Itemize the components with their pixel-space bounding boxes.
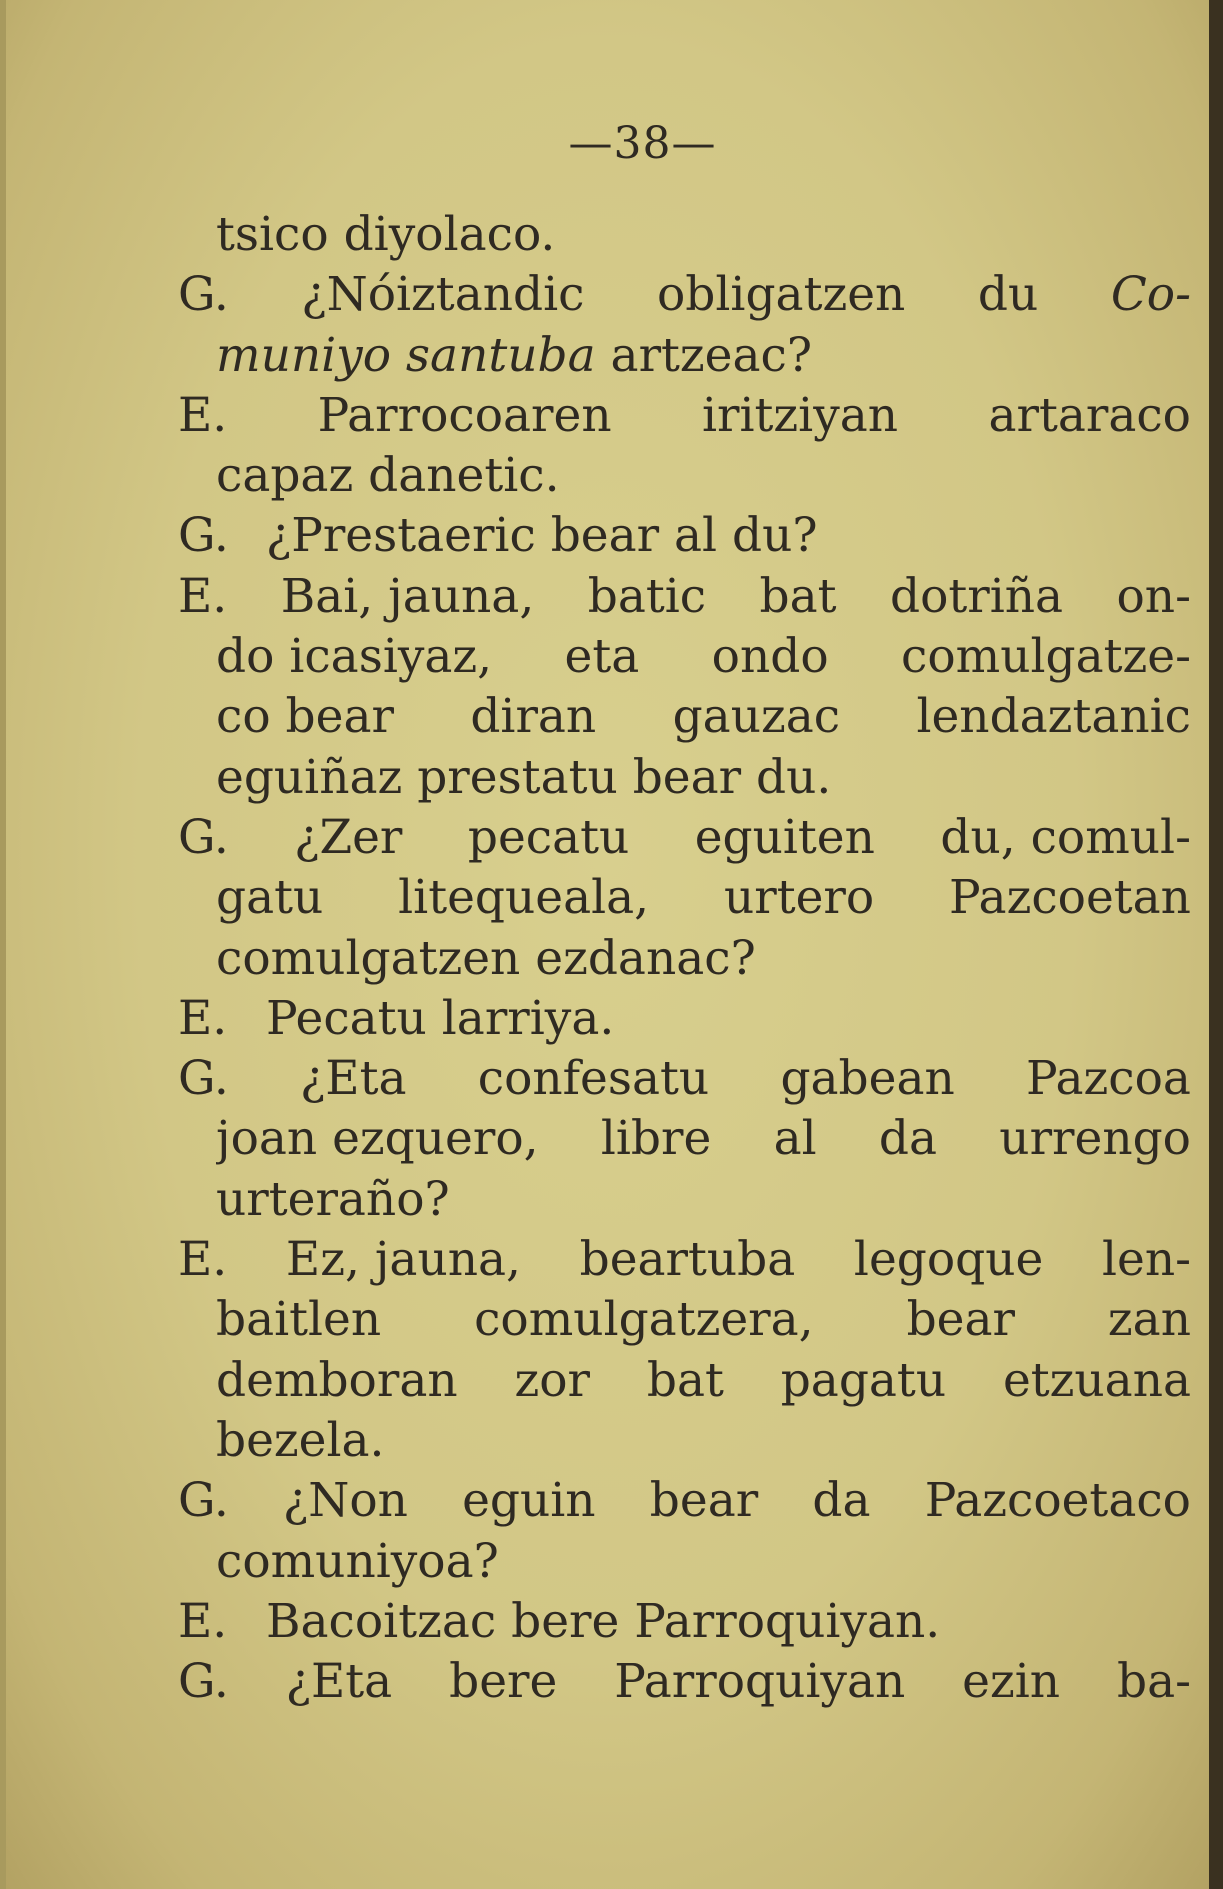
text-line [216,868,1191,928]
text-span: lendaztanic [916,689,1191,745]
text-span: demboran [216,1352,458,1408]
text-span: comulgatzera, [474,1292,814,1348]
text-span: ¿Non [283,1473,408,1529]
text-span: Parroquiyan [614,1654,906,1710]
text-span: bat [759,568,837,624]
text-line [216,1532,1191,1592]
text-span: pagatu [780,1352,947,1408]
text-span: gabean [780,1051,955,1107]
text-span: gauzac [672,689,841,745]
text-line [178,265,1191,325]
text-span: libre [600,1111,712,1167]
text-line [178,1592,1191,1652]
text-span: gatu [216,870,324,926]
text-span: eguin [462,1473,596,1529]
text-span: batic [587,568,707,624]
text-line [216,929,1191,989]
text-line [178,386,1191,446]
text-line [178,1230,1191,1290]
text-span: comulgatzen ezdanac? [216,930,756,986]
text-span: ¿Eta [285,1654,393,1710]
text-line [178,1471,1191,1531]
text-span: tsico diyolaco. [216,207,556,262]
text-span: ¿Nóiztandic [301,267,585,323]
text-line [216,1411,1191,1471]
text-line [216,205,1191,265]
text-span: comulgatze- [901,629,1191,685]
text-span: ba- [1117,1654,1191,1710]
text-span: co bear [216,689,394,745]
text-line [178,567,1191,627]
text-span: Co- [1110,267,1191,323]
text-span: Bai, jauna, [280,568,535,624]
text-span: legoque [853,1232,1044,1288]
text-span: al [773,1111,817,1167]
text-span: ¿Zer [294,809,403,865]
speaker-label: G. [178,809,229,865]
text-span: du [977,267,1039,323]
text-span: ¿Eta [300,1051,407,1107]
text-span: Pazcoetan [949,870,1191,926]
text-span: zan [1107,1292,1191,1348]
speaker-label: G. [178,1473,229,1529]
text-span: pecatu [467,809,630,865]
text-line [216,687,1191,747]
text-span: eta [564,629,640,685]
text-span: Pazcoetaco [924,1473,1191,1529]
text-line [178,1652,1191,1712]
text-line [178,506,1191,566]
speaker-label: G. [178,1051,229,1107]
catechism-text [178,205,1191,1712]
text-span: artaraco [988,387,1191,443]
speaker-label: E. [178,1232,228,1288]
text-span: joan ezquero, [216,1111,539,1167]
italic-span: muniyo santuba [216,327,596,383]
text-span: bat [646,1352,724,1408]
text-span: obligatzen [657,267,906,323]
text-span: bear [906,1292,1015,1348]
text-span: on- [1116,568,1191,624]
speaker-label: E. [178,1593,228,1649]
text-span: comuniyoa? [216,1533,499,1589]
text-span: bear [649,1473,759,1529]
text-span: litequeala, [398,870,650,926]
speaker-label: G. [178,508,229,564]
text-span: eguiten [694,809,875,865]
text-line [178,1049,1191,1109]
speaker-label: G. [178,1654,229,1710]
speaker-label: E. [178,990,228,1046]
text-line [216,1109,1191,1169]
text-span: eguiñaz prestatu bear du. [216,749,832,805]
text-span: capaz danetic. [216,448,560,504]
text-span: ondo [711,629,829,685]
text-line [216,1290,1191,1350]
speaker-label: G. [178,267,229,323]
text-span: confesatu [477,1051,710,1107]
text-span: Parrocoaren [317,387,612,443]
text-span: bezela. [216,1412,385,1468]
speaker-label: E. [178,387,228,443]
text-span: urteraño? [216,1171,450,1227]
text-span: Pecatu larriya. [266,990,615,1046]
text-span: diran [470,689,597,745]
text-span: urrengo [999,1111,1191,1167]
text-span: Ez, jauna, [285,1232,521,1288]
text-span: da [878,1111,938,1167]
text-line [216,1170,1191,1230]
text-line [216,748,1191,808]
text-span: dotriña [890,568,1064,624]
text-span: Pazcoa [1026,1051,1191,1107]
text-span: len- [1101,1232,1191,1288]
text-span: ezin [962,1654,1061,1710]
text-span: du, comul- [940,809,1191,865]
page-number: —38— [568,118,717,169]
text-span: urtero [723,870,875,926]
text-line [216,326,1191,386]
text-span: ¿Prestaeric bear al du? [266,508,818,564]
text-span: beartuba [579,1232,796,1288]
text-line [216,627,1191,687]
text-line [178,808,1191,868]
text-line [216,446,1191,506]
text-span: zor [514,1352,590,1408]
text-span: iritziyan [702,387,899,443]
text-span: etzuana [1002,1352,1191,1408]
speaker-label: E. [178,568,228,624]
text-span: bere [449,1654,558,1710]
text-span: baitlen [216,1292,382,1348]
text-line [178,989,1191,1049]
text-line [216,1351,1191,1411]
text-span: da [812,1473,871,1529]
text-span: artzeac? [595,327,813,383]
text-span: do icasiyaz, [216,629,493,685]
text-span: Bacoitzac bere Parroquiyan. [266,1593,941,1649]
